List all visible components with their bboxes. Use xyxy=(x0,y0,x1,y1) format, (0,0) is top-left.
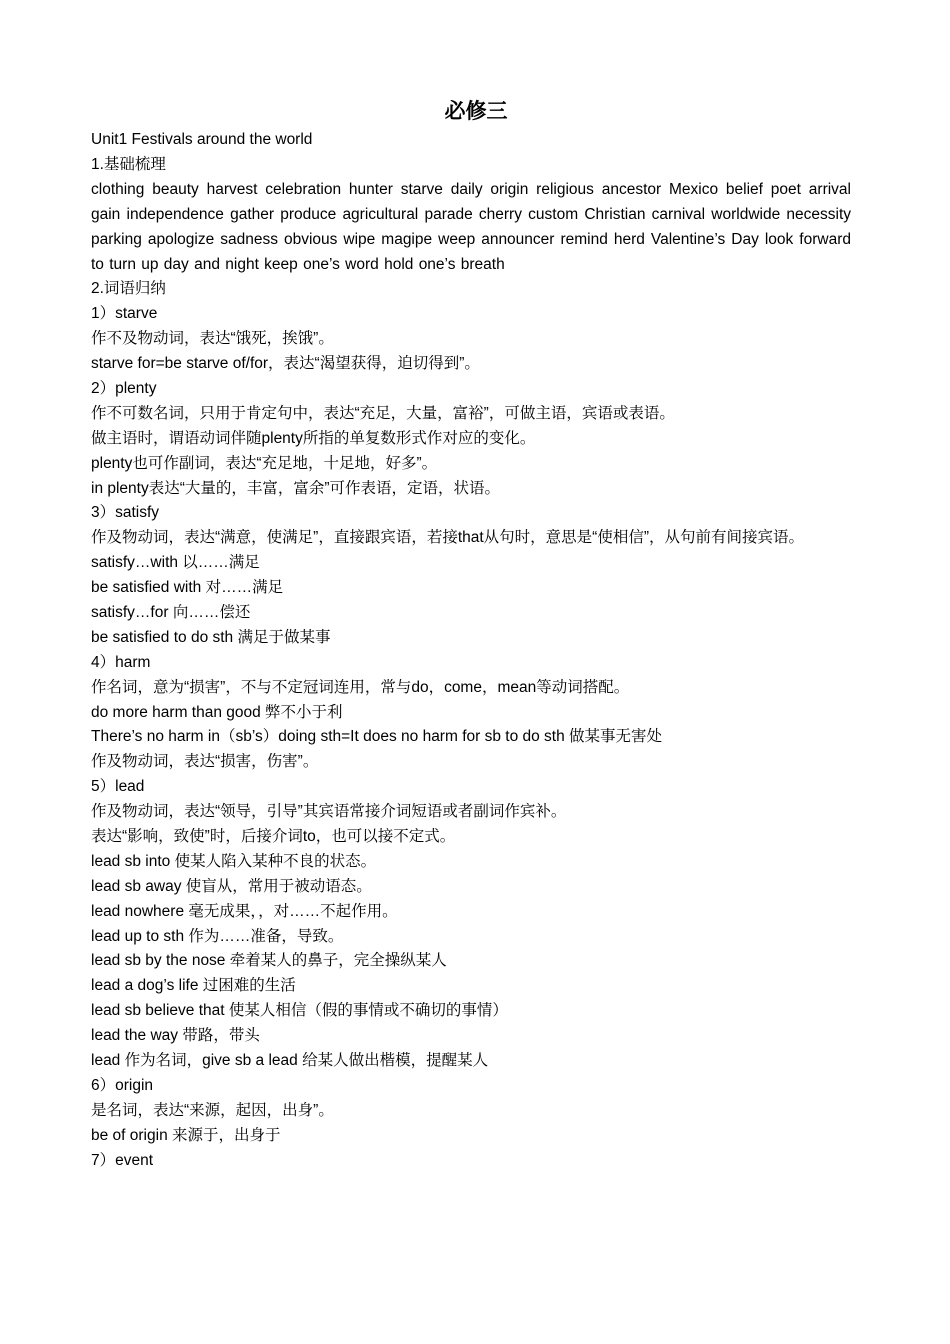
note-line: 作名词，意为“损害”，不与不定冠词连用，常与do，come，mean等动词搭配。 xyxy=(91,678,630,696)
section-heading-2: 2.词语归纳 xyxy=(91,280,166,298)
note-line: lead nowhere 毫无成果，，对……不起作用。 xyxy=(91,902,398,920)
vocabulary-list: clothing beauty harvest celebration hunter starve daily origin religious ancestor Mexico belief poet arrival gain independence gather produce agricultural parade cherry custom Christian carnival worldwide necessity parking apologize sadness obvious wipe magipe weep announcer remind herd Valentine’s Day look forward to turn up day and night keep one’s word hold one’s breath xyxy=(91,180,851,273)
note-line: lead sb by the nose 牵着某人的鼻子，完全操纵某人 xyxy=(91,952,447,970)
note-line: lead a dog’s life 过困难的生活 xyxy=(91,977,296,995)
note-line: 做主语时，谓语动词伴随plenty所指的单复数形式作对应的变化。 xyxy=(91,429,536,447)
note-line: 作不及物动词，表达“饿死，挨饿”。 xyxy=(91,330,334,348)
note-line: starve for=be starve of/for，表达“渴望获得，迫切得到”。 xyxy=(91,355,480,373)
note-line: do more harm than good 弊不小于利 xyxy=(91,703,343,721)
document-page xyxy=(91,96,851,1173)
note-line: 作不可数名词，只用于肯定句中，表达“充足，大量，富裕”，可做主语，宾语或表语。 xyxy=(91,404,675,422)
note-line: 作及物动词，表达“损害，伤害”。 xyxy=(91,753,319,771)
note-line: lead sb into 使某人陷入某种不良的状态。 xyxy=(91,852,377,870)
word-notes xyxy=(91,302,851,1173)
note-line: lead up to sth 作为……准备，导致。 xyxy=(91,927,344,945)
note-line: 4）harm xyxy=(91,653,151,671)
unit-heading: Unit1 Festivals around the world xyxy=(91,131,313,148)
page-title: 必修三 xyxy=(444,100,508,123)
note-line: 1）starve xyxy=(91,305,158,323)
note-line: satisfy…with 以……满足 xyxy=(91,554,260,572)
note-line: plenty也可作副词，表达“充足地，十足地，好多”。 xyxy=(91,454,438,472)
note-line: 7）event xyxy=(91,1151,154,1169)
note-line: satisfy…for 向……偿还 xyxy=(91,604,251,621)
note-line: 2）plenty xyxy=(91,379,157,397)
note-line: in plenty表达“大量的，丰富，富余”可作表语，定语，状语。 xyxy=(91,479,501,497)
note-line: 是名词，表达“来源，起因，出身”。 xyxy=(91,1101,334,1119)
note-line: be of origin 来源于，出身于 xyxy=(91,1126,281,1144)
note-line: lead the way 带路，带头 xyxy=(91,1027,260,1045)
note-line: 表达“影响，致使”时，后接介词to，也可以接不定式。 xyxy=(91,828,456,846)
note-line: be satisfied with 对……满足 xyxy=(91,579,284,597)
note-line: 作及物动词，表达“满意，使满足”，直接跟宾语，若接that从句时，意思是“使相信”，从句前有间接宾语。 xyxy=(91,529,805,547)
note-line: 3）satisfy xyxy=(91,504,160,522)
note-line: be satisfied to do sth 满足于做某事 xyxy=(91,628,331,646)
note-line: 作及物动词，表达“领导，引导”其宾语常接介词短语或者副词作宾补。 xyxy=(91,803,567,821)
note-line: lead sb believe that 使某人相信（假的事情或不确切的事情） xyxy=(91,1002,508,1020)
section-heading-1: 1.基础梳理 xyxy=(91,155,166,173)
note-line: lead sb away 使盲从，常用于被动语态。 xyxy=(91,877,372,895)
note-line: lead 作为名词，give sb a lead 给某人做出楷模，提醒某人 xyxy=(91,1052,489,1070)
note-line: There’s no harm in（sb’s）doing sth=It does no harm for sb to do sth 做某事无害处 xyxy=(91,728,663,746)
note-line: 6）origin xyxy=(91,1076,154,1094)
note-line: 5）lead xyxy=(91,778,145,796)
